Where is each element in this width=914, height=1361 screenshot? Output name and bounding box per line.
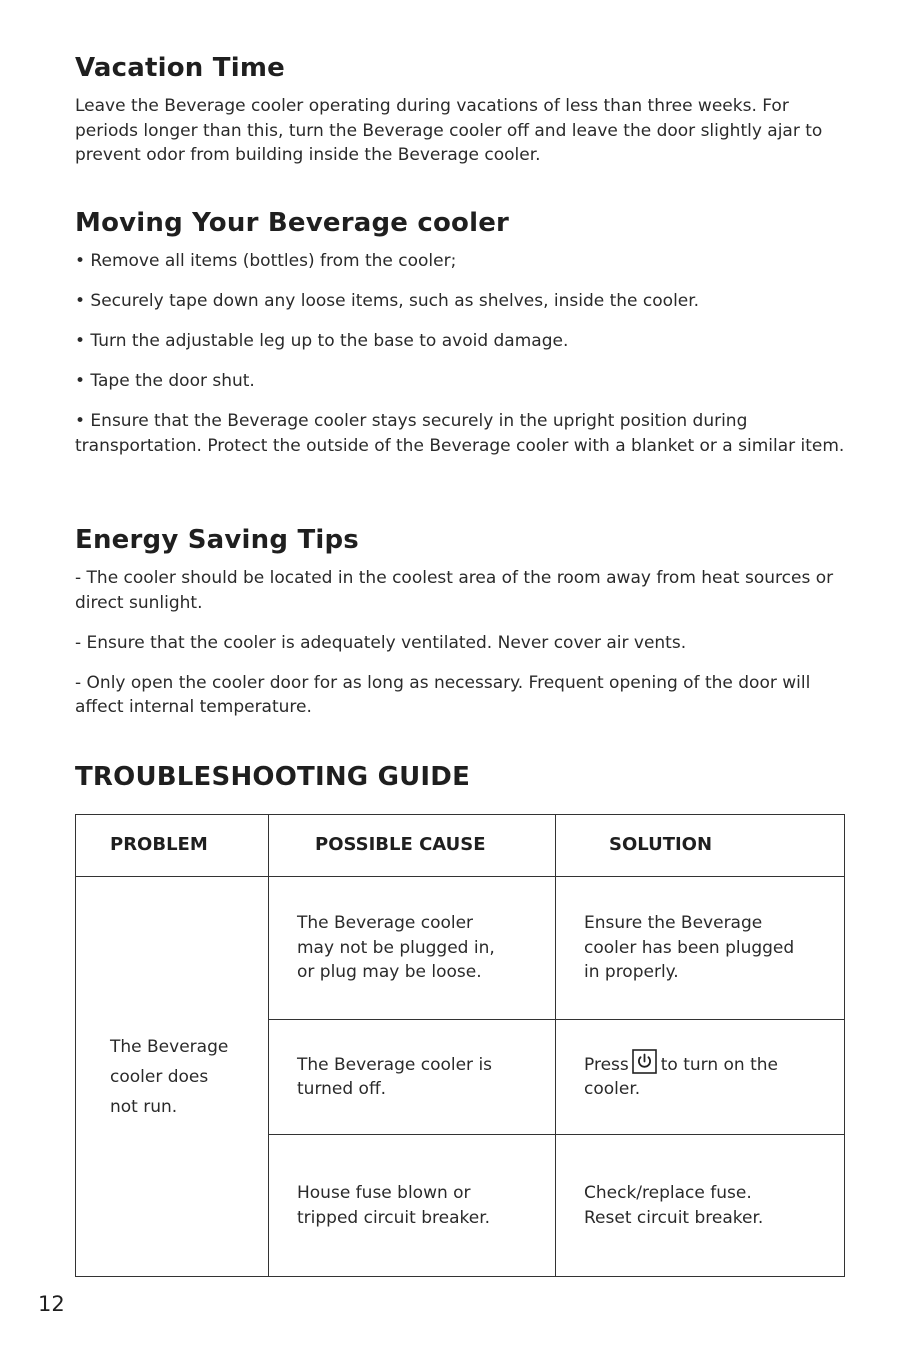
moving-heading: Moving Your Beverage cooler <box>75 208 510 238</box>
moving-item: • Turn the adjustable leg up to the base to avoid damage. <box>75 331 569 351</box>
page-number: 12 <box>38 1292 65 1316</box>
energy-heading: Energy Saving Tips <box>75 525 359 555</box>
cause-line: or plug may be loose. <box>297 962 482 983</box>
cause-cell <box>269 1020 556 1135</box>
moving-item: • Ensure that the Beverage cooler stays securely in the upright position during transportation. Protect the outside of the Beverage cooler with a blanket or a similar item. <box>75 411 845 456</box>
troubleshooting-table <box>75 814 845 1277</box>
cause-line: The Beverage cooler <box>297 913 474 934</box>
energy-section <box>75 525 845 720</box>
cause-line: House fuse blown or <box>297 1183 471 1203</box>
moving-item: • Remove all items (bottles) from the cooler; <box>75 251 457 271</box>
cause-cell <box>269 1135 556 1277</box>
solution-line: cooler. <box>584 1079 641 1099</box>
solution-cell <box>556 877 845 1020</box>
solution-line: Ensure the Beverage <box>584 913 763 934</box>
energy-tip: - Ensure that the cooler is adequately ventilated. Never cover air vents. <box>75 632 687 653</box>
cause-cell <box>269 877 556 1020</box>
troubleshooting-section <box>75 762 845 792</box>
cause-line: may not be plugged in, <box>297 937 495 958</box>
cause-line: The Beverage cooler is <box>297 1054 493 1075</box>
problem-line: cooler does <box>110 1066 209 1087</box>
solution-line: in properly. <box>584 962 679 983</box>
solution-cell <box>556 1020 845 1135</box>
vacation-heading: Vacation Time <box>75 53 285 83</box>
moving-item: • Securely tape down any loose items, such as shelves, inside the cooler. <box>75 291 700 311</box>
table-row <box>76 877 845 1020</box>
solution-text: to turn on the <box>660 1054 779 1075</box>
cause-line: turned off. <box>297 1079 387 1099</box>
column-header-solution: SOLUTION <box>556 815 845 877</box>
table-header-row <box>76 815 845 877</box>
solution-line: Check/replace fuse. <box>584 1183 752 1203</box>
moving-section <box>75 208 845 458</box>
troubleshooting-heading: TROUBLESHOOTING GUIDE <box>75 762 471 792</box>
solution-line <box>584 1053 824 1078</box>
power-icon <box>632 1049 657 1074</box>
problem-line: The Beverage <box>110 1036 229 1057</box>
solution-cell <box>556 1135 845 1277</box>
solution-line: Reset circuit breaker. <box>584 1207 764 1228</box>
problem-cell <box>76 877 269 1277</box>
column-header-cause: POSSIBLE CAUSE <box>269 815 556 877</box>
column-header-problem: PROBLEM <box>76 815 269 877</box>
cause-line: tripped circuit breaker. <box>297 1207 491 1228</box>
problem-line: not run. <box>110 1096 178 1117</box>
vacation-body: Leave the Beverage cooler operating during vacations of less than three weeks. For periods longer than this, turn the Beverage cooler off and leave the door slightly ajar to prevent odor from building inside the Beverage cooler. <box>75 96 823 165</box>
energy-tip: - Only open the cooler door for as long as necessary. Frequent opening of the door will affect internal temperature. <box>75 672 811 717</box>
solution-line: cooler has been plugged <box>584 937 795 958</box>
moving-item: • Tape the door shut. <box>75 371 255 391</box>
vacation-section <box>75 53 845 168</box>
energy-tip: - The cooler should be located in the coolest area of the room away from heat sources or direct sunlight. <box>75 568 834 613</box>
solution-text: Press <box>584 1054 629 1075</box>
